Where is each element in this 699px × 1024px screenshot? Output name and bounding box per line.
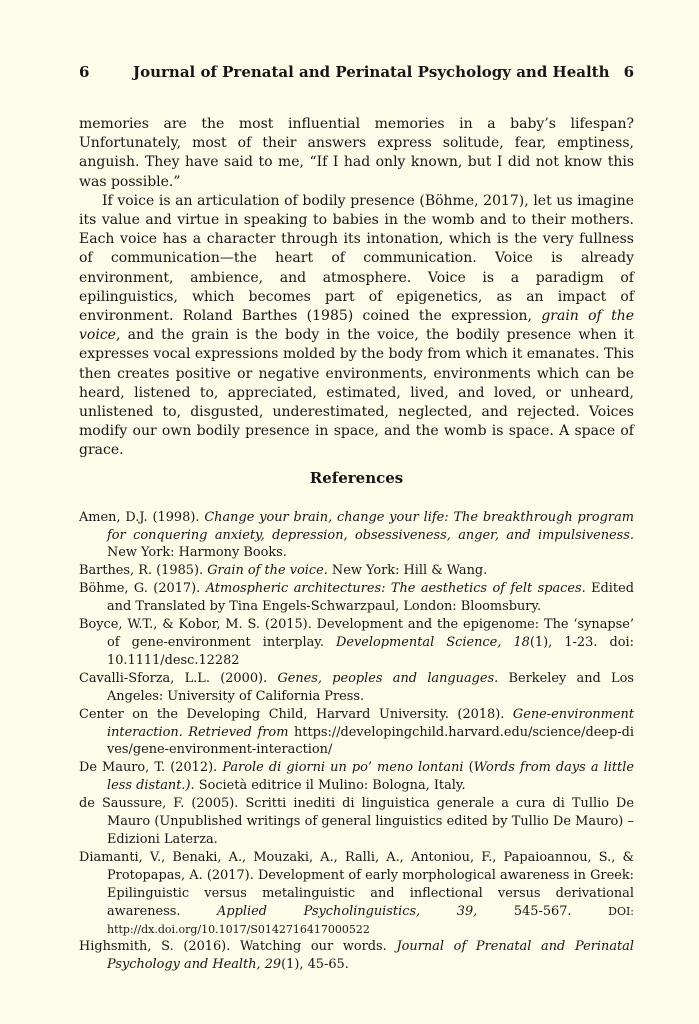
reference-text: Center on the Developing Child, Harvard University. (2018). [79,706,513,722]
reference-text: de Saussure, F. (2005). Scritti inediti di linguistica generale a cura di Tullio De Mauro (Unpublished writings of general linguistics edited by Tullio De Mauro) – Edizioni Laterza. [79,796,634,847]
reference-url: https://developingchild.harvard.edu/science/deep-dives/gene-environment-interaction/ [107,724,634,758]
reference-item [79,759,634,795]
reference-text: New York: Hill & Wang. [327,563,488,579]
reference-text: Diamanti, V., Benaki, A., Mouzaki, A., Ralli, A., Antoniou, F., Papaioannou, S., & Protopapas, A. (2017). Development of early morphological awareness in Greek: Epilinguistic versus metalinguistic and inflectional versus derivational awareness. [79,849,634,919]
reference-italic-title: Grain of the voice. [207,563,328,579]
reference-text: (1), 1-23. doi: 10.1111/desc.12282 [107,635,634,668]
journal-title: Journal of Prenatal and Perinatal Psychology and Health [133,63,610,81]
reference-text: Boyce, W.T., & Kobor, M. S. (2015). Development and the epigenome: The ‘synapse’ of gene-environment interplay. [79,617,634,650]
body-text-run: memories are the most influential memories in a baby’s lifespan? Unfortunately, most of their answers express solitude, fear, emptiness, anguish. They have said to me, “If I had only known, but I did not know this was possible.” [79,116,634,190]
reference-item [79,849,634,939]
reference-text: Amen, D.J. (1998). [79,509,205,525]
reference-italic-title: Parole di giorni un po’ meno lontani [222,760,464,776]
reference-text: New York: Harmony Books. [107,545,287,561]
reference-item [79,706,634,760]
reference-text: 545-567. [477,903,609,919]
reference-text: Cavalli-Sforza, L.L. (2000). [79,670,278,686]
body-paragraph [79,115,634,192]
page-number-right: 6 [623,63,634,81]
references-heading: References [309,468,404,487]
running-header [79,62,634,82]
reference-item [79,509,634,563]
reference-text: . Società editrice il Mulino: Bologna, Italy. [190,778,466,794]
reference-text: Barthes, R. (1985). [79,563,208,579]
reference-italic-title: Genes, peoples and languages. [277,670,499,686]
reference-italic-title: Gene-environment interaction. Retrieved from [107,706,634,740]
body-text-run: , and the grain is the body in the voice, the bodily presence when it expresses vocal expressions molded by the body from which it emanates. This then creates positive or negative environments, environments which can be heard, listened to, appreciated, estimated, lived, and loved, or unheard, unlistened to, disgusted, underestimated, neglected, and rejected. Voices modify our own bodily presence in space, and the womb is space. A space of grace. [79,327,634,459]
reference-text: Böhme, G. (2017). [79,581,206,597]
reference-item [79,670,634,706]
reference-text: (1), 45-65. [281,957,349,973]
article-body [79,115,634,974]
reference-text: Edited and Translated by Tina Engels-Schwarzpaul, London: Bloomsbury. [107,581,634,615]
page-number-left: 6 [79,63,90,81]
emphasized-phrase: grain of the voice [79,308,634,344]
body-paragraph [79,192,634,461]
reference-italic-journal: Developmental Science, 18 [336,635,530,650]
references-list [79,509,634,975]
reference-item [79,562,634,580]
reference-item [79,616,634,670]
body-text [79,115,634,461]
reference-item [79,938,634,974]
reference-text: Highsmith, S. (2016). Watching our words. [79,939,397,955]
reference-item [79,795,634,849]
reference-italic-journal: Applied Psycholinguistics, 39, [217,903,478,919]
reference-italic-journal: Journal of Prenatal and Perinatal Psychology and Health, 29 [107,939,634,973]
reference-italic-title: Change your brain, change your life: The breakthrough program for conquering anxiety, depression, obsessiveness, anger, and impulsiveness. [107,509,634,543]
reference-italic-translation: Words from days a little less distant.) [107,760,634,794]
reference-text: Berkeley and Los Angeles: University of California Press. [107,670,634,704]
reference-italic-title: Atmospheric architectures: The aesthetics of felt spaces. [205,581,586,597]
reference-text: De Mauro, T. (2012). [79,760,223,776]
reference-doi: DOI: http://dx.doi.org/10.1017/S0142716417000522 [107,904,635,936]
reference-text: ( [463,760,474,776]
body-text-run: If voice is an articulation of bodily presence (Böhme, 2017), let us imagine its value and virtue in speaking to babies in the womb and to their mothers. Each voice has a character through its intonation, which is the very fullness of communication—the heart of communication. Voice is already environment, ambience, and atmosphere. Voice is a paradigm of epilinguistics, which becomes part of epigenetics, as an impact of environment. Roland Barthes (1985) coined the expression, [79,192,634,325]
reference-item [79,580,634,616]
